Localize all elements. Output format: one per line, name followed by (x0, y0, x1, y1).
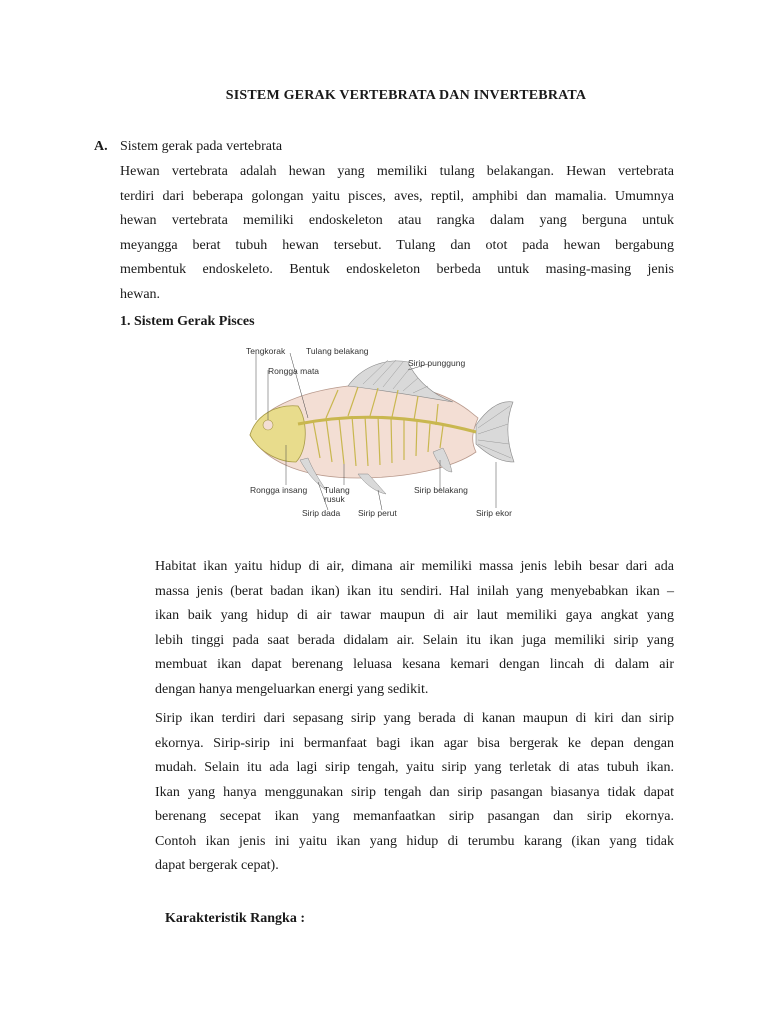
paragraph-line: Hewan vertebrata adalah hewan yang memiliki tulang belakangan. Hewan vertebrata (120, 164, 674, 179)
label-sirip-punggung: Sirip punggung (408, 358, 466, 368)
label-sirip-dada: Sirip dada (302, 508, 341, 518)
label-tulang-rusuk-2: rusuk (324, 494, 345, 504)
paragraph-line: mudah. Selain itu ada lagi sirip tengah, yaitu sirip yang terletak di atas tubuh ikan. (155, 760, 674, 775)
label-sirip-ekor: Sirip ekor (476, 508, 512, 518)
habitat-paragraph (155, 555, 674, 702)
paragraph-line: membentuk endoskeleto. Bentuk endoskeleton berbeda untuk masing-masing jenis (120, 262, 674, 277)
paragraph-line: lebih tinggi pada saat berada didalam air. Selain itu ikan juga memiliki sirip yang (155, 632, 674, 648)
section-a-title: Sistem gerak pada vertebrata (120, 139, 283, 154)
sirip-paragraph (155, 707, 674, 879)
skull-shape (250, 406, 305, 462)
label-rongga-mata: Rongga mata (268, 366, 320, 376)
paragraph-line: dengan hanya mengeluarkan energi yang sedikit. (155, 681, 429, 697)
paragraph-line: dapat bergerak cepat). (155, 858, 279, 873)
paragraph-line: ekornya. Sirip-sirip ini bermanfaat bagi ikan agar bisa bergerak ke depan dengan (155, 735, 674, 751)
label-rongga-insang: Rongga insang (250, 485, 308, 495)
paragraph-line: hewan vertebrata memiliki endoskeleton atau rangka dalam yang berguna untuk (120, 213, 674, 228)
section-a-paragraph (120, 160, 674, 307)
paragraph-line: massa jenis (berat badan ikan) ikan itu sendiri. Hal inilah yang menyebabkan ikan – (155, 583, 674, 599)
paragraph-line: terdiri dari beberapa golongan yaitu pisces, aves, reptil, amphibi dan mamalia. Umumnya (120, 188, 674, 204)
paragraph-line: membuat ikan dapat berenang leluasa kesana kemari dengan lincah di dalam air (155, 657, 674, 672)
label-tulang-rusuk-1: Tulang (324, 485, 350, 495)
tail-fin-shape (476, 402, 514, 462)
paragraph-line: ikan baik yang hidup di air tawar maupun di air laut memiliki gaya angkat yang (155, 608, 674, 623)
paragraph-line: Sirip ikan terdiri dari sepasang sirip yang berada di kanan maupun di kiri dan sirip (155, 711, 674, 726)
subsection-title: 1. Sistem Gerak Pisces (120, 314, 255, 329)
paragraph-line: berenang secepat ikan yang memanfaatkan sirip pasangan dan sirip ekornya. (155, 809, 674, 824)
label-sirip-perut: Sirip perut (358, 508, 397, 518)
paragraph-line: meyangga berat tubuh hewan tersebut. Tulang dan otot pada hewan bergabung (120, 237, 674, 253)
section-a-label: A. (94, 139, 108, 154)
paragraph-line: Ikan yang hanya menggunakan sirip tengah dan sirip pasangan biasanya tidak dapat (155, 784, 674, 800)
label-sirip-belakang: Sirip belakang (414, 485, 468, 495)
label-tengkorak: Tengkorak (246, 346, 286, 356)
karakteristik-heading: Karakteristik Rangka : (165, 911, 305, 926)
paragraph-line: Contoh ikan jenis ini yaitu ikan yang hidup di terumbu karang (ikan yang tidak (155, 833, 674, 849)
paragraph-line: Habitat ikan yaitu hidup di air, dimana air memiliki massa jenis lebih besar dari ada (155, 559, 674, 574)
label-tulang-belakang: Tulang belakang (306, 346, 369, 356)
fish-skeleton-figure (238, 340, 528, 525)
paragraph-line: hewan. (120, 286, 161, 302)
page-title: SISTEM GERAK VERTEBRATA DAN INVERTEBRATA (225, 88, 587, 103)
